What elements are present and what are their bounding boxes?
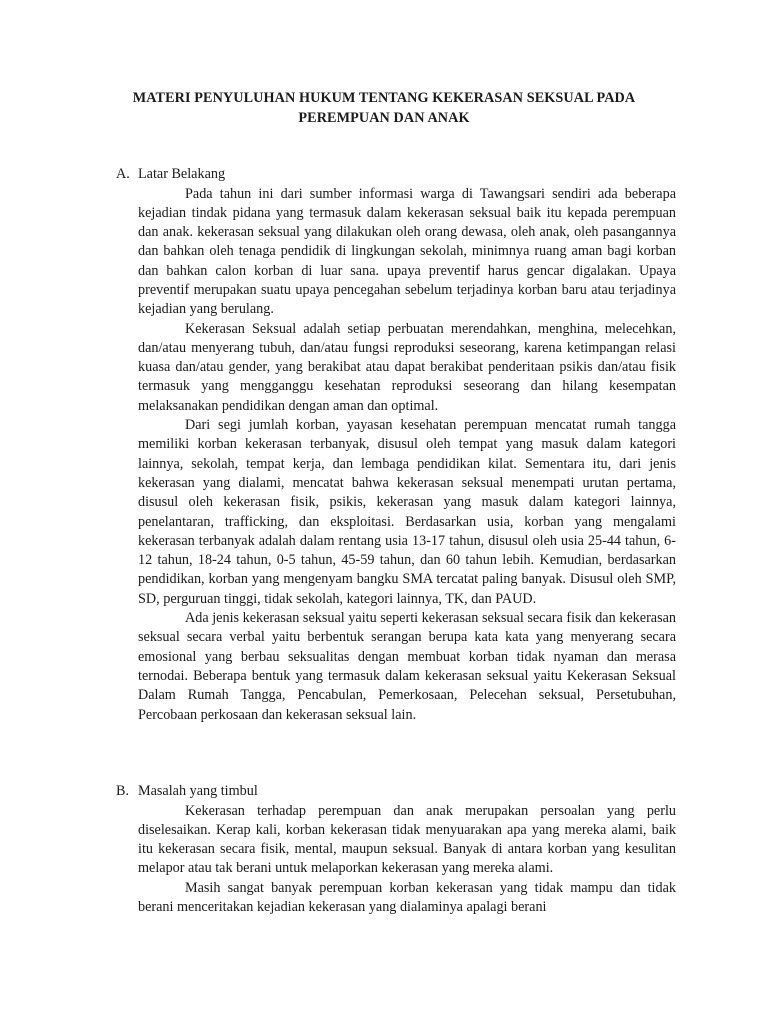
paragraph: Kekerasan terhadap perempuan dan anak merupakan persoalan yang perlu diselesaikan. Kerap kali, korban kekerasan tidak menyuarakan apa yang mereka alami, baik itu kekerasan secara fisik, mental, maupun seksual. Banyak di antara korban yang kesulitan melapor atau tak berani untuk melaporkan kekerasan yang mereka alami. — [138, 802, 676, 877]
section-latar-belakang — [116, 165, 676, 725]
section-masalah-yang-timbul — [116, 782, 676, 917]
section-heading — [116, 782, 676, 802]
paragraph: Pada tahun ini dari sumber informasi warga di Tawangsari sendiri ada beberapa kejadian tindak pidana yang termasuk dalam kekerasan seksual baik itu kepada perempuan dan anak. kekerasan seksual yang dilakukan oleh orang dewasa, oleh anak, oleh pasangannya dan bahkan oleh tenaga pendidik di lingkungan sekolah, minimnya ruang aman bagi korban dan bahkan calon korban di luar sana. upaya preventif harus gencar digalakan. Upaya preventif merupakan suatu upaya pencegahan sebelum terjadinya korban baru atau terjadinya kejadian yang berulang. — [138, 185, 676, 318]
paragraph: Masih sangat banyak perempuan korban kekerasan yang tidak mampu dan tidak berani menceritakan kejadian kekerasan yang dialaminya apalagi berani — [138, 879, 676, 915]
section-heading — [116, 165, 676, 185]
section-letter: B. — [116, 783, 130, 799]
document-title — [80, 88, 688, 128]
title-line-2: PEREMPUAN DAN ANAK — [298, 110, 470, 126]
section-heading-text: Masalah yang timbul — [138, 783, 258, 799]
title-line-1: MATERI PENYULUHAN HUKUM TENTANG KEKERASAN SEKSUAL PADA — [132, 90, 636, 106]
paragraph: Dari segi jumlah korban, yayasan kesehatan perempuan mencatat rumah tangga memiliki korban kekerasan terbanyak, disusul oleh tempat yang masuk dalam kategori lainnya, sekolah, tempat kerja, dan lembaga pendidikan kilat. Sementara itu, dari jenis kekerasan yang dialami, mencatat bahwa kekerasan seksual menempati urutan pertama, disusul oleh kekerasan fisik, psikis, kekerasan yang masuk dalam kategori lainnya, penelantaran, trafficking, dan eksploitasi. Berdasarkan usia, korban yang mengalami kekerasan terbanyak adalah dalam rentang usia 13-17 tahun, disusul oleh usia 25-44 tahun, 6-12 tahun, 18-24 tahun, 0-5 tahun, 45-59 tahun, dan 60 tahun lebih. Kemudian, berdasarkan pendidikan, korban yang mengenyam bangku SMA tercatat paling banyak. Disusul oleh SMP, SD, perguruan tinggi, tidak sekolah, kategori lainnya, TK, dan PAUD. — [138, 417, 676, 607]
section-letter: A. — [116, 166, 130, 182]
paragraph: Kekerasan Seksual adalah setiap perbuatan merendahkan, menghina, melecehkan, dan/atau menyerang tubuh, dan/atau fungsi reproduksi seseorang, karena ketimpangan relasi kuasa dan/atau gender, yang berakibat atau dapat berakibat penderitaan psikis dan/atau fisik termasuk yang mengganggu kesehatan reproduksi seseorang dan hilang kesempatan melaksanakan pendidikan dengan aman dan optimal. — [138, 320, 676, 414]
paragraph: Ada jenis kekerasan seksual yaitu seperti kekerasan seksual secara fisik dan kekerasan seksual secara verbal yaitu berbentuk serangan berupa kata kata yang menyerang secara emosional yang berbau seksualitas dengan membuat korban tidak nyaman dan merasa ternodai. Beberapa bentuk yang termasuk dalam kekerasan seksual yaitu Kekerasan Seksual Dalam Rumah Tangga, Pencabulan, Pemerkosaan, Pelecehan seksual, Persetubuhan, Percobaan perkosaan dan kekerasan seksual lain. — [138, 610, 676, 723]
section-heading-text: Latar Belakang — [138, 166, 226, 182]
